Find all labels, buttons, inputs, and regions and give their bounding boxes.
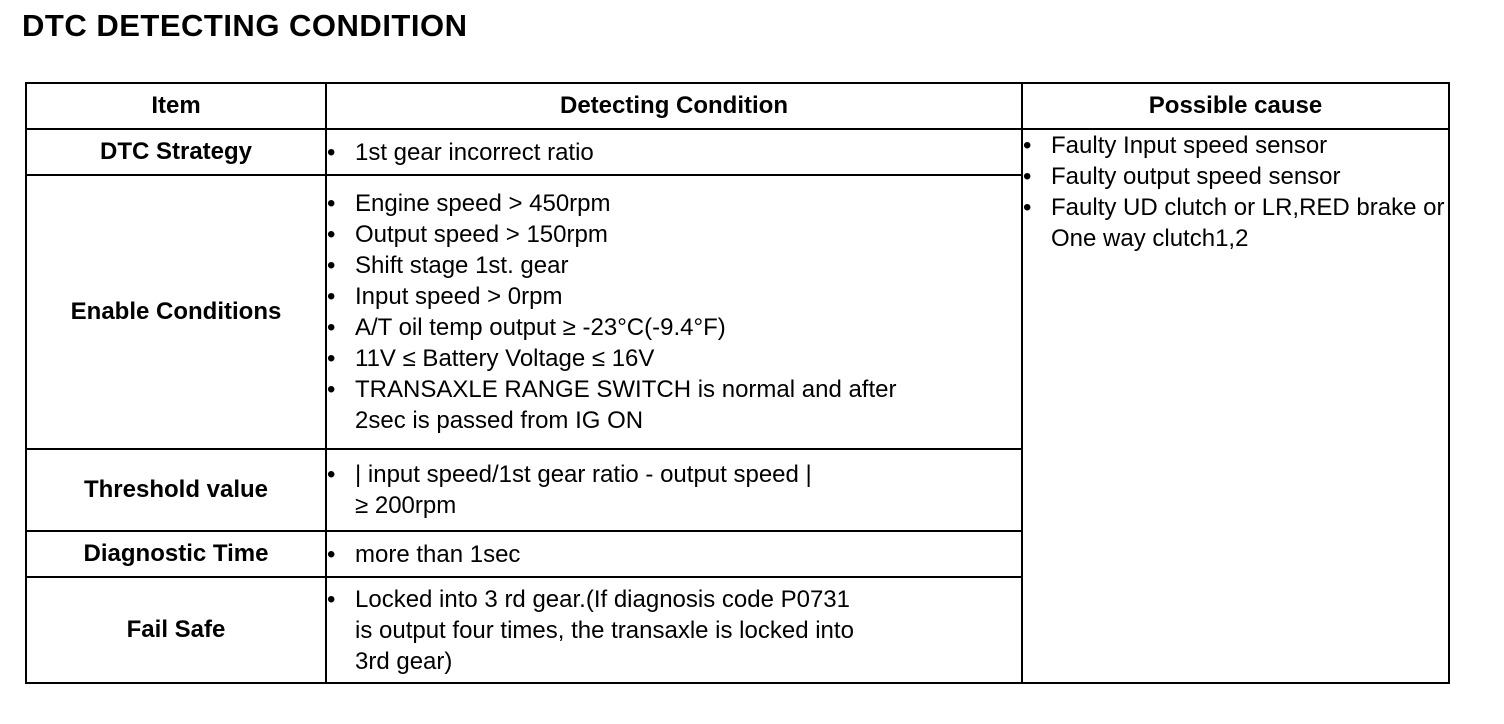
row-label-fail-safe: Fail Safe <box>26 577 326 683</box>
condition-item: • TRANSAXLE RANGE SWITCH is normal and after 2sec is passed from IG ON <box>327 374 915 436</box>
condition-cell-fail-safe <box>326 577 1022 683</box>
condition-item: • Engine speed > 450rpm <box>327 188 1021 219</box>
condition-cell-enable-conditions <box>326 175 1022 449</box>
cause-item: • Faulty output speed sensor <box>1023 161 1448 192</box>
row-label-threshold-value: Threshold value <box>26 449 326 531</box>
header-possible-cause: Possible cause <box>1022 83 1449 129</box>
cause-item: • Faulty UD clutch or LR,RED brake or One way clutch1,2 <box>1023 192 1448 254</box>
dtc-condition-table <box>25 82 1450 684</box>
header-item: Item <box>26 83 326 129</box>
page-title: DTC DETECTING CONDITION <box>22 8 468 43</box>
condition-item: • 1st gear incorrect ratio <box>327 137 1021 168</box>
row-label-diagnostic-time: Diagnostic Time <box>26 531 326 577</box>
condition-cell-diagnostic-time <box>326 531 1022 577</box>
row-label-enable-conditions: Enable Conditions <box>26 175 326 449</box>
condition-item: • | input speed/1st gear ratio - output speed | ≥ 200rpm <box>327 459 825 521</box>
condition-item: • Shift stage 1st. gear <box>327 250 1021 281</box>
condition-cell-dtc-strategy <box>326 129 1022 175</box>
condition-item: • Input speed > 0rpm <box>327 281 1021 312</box>
condition-cell-threshold-value <box>326 449 1022 531</box>
cause-item: • Faulty Input speed sensor <box>1023 130 1448 161</box>
possible-cause-cell <box>1022 129 1449 683</box>
header-detecting-condition: Detecting Condition <box>326 83 1022 129</box>
condition-item: • Output speed > 150rpm <box>327 219 1021 250</box>
row-label-dtc-strategy: DTC Strategy <box>26 129 326 175</box>
condition-item: • Locked into 3 rd gear.(If diagnosis code P0731 is output four times, the transaxle is locked into 3rd gear) <box>327 584 865 677</box>
table-row-dtc-strategy <box>26 129 1449 175</box>
condition-item: • 11V ≤ Battery Voltage ≤ 16V <box>327 343 1021 374</box>
condition-item: • A/T oil temp output ≥ -23°C(-9.4°F) <box>327 312 1021 343</box>
table-header-row <box>26 83 1449 129</box>
condition-item: • more than 1sec <box>327 539 1021 570</box>
